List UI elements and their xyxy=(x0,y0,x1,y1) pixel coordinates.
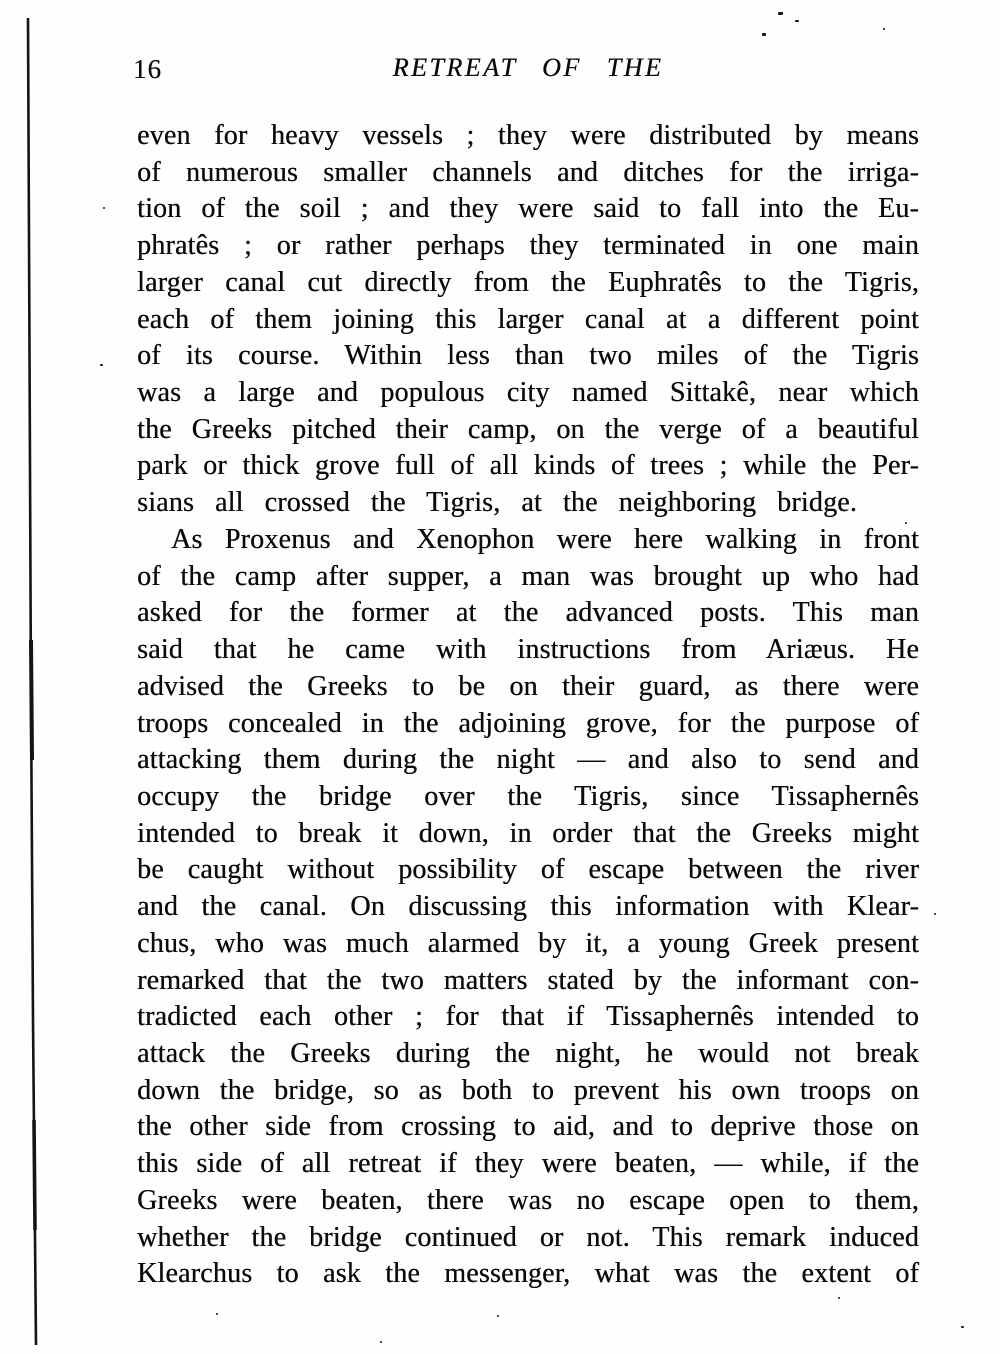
scan-speck xyxy=(883,28,885,30)
text-line: of the camp after supper, a man was brought up who had xyxy=(137,560,919,592)
scan-speck xyxy=(497,1315,499,1317)
text-line: said that he came with instructions from Ariæus. He xyxy=(137,634,919,666)
text-line: of numerous smaller channels and ditches for the irriga- xyxy=(137,156,919,188)
text-line: asked for the former at the advanced posts. This man xyxy=(137,597,919,629)
scan-speck xyxy=(838,1297,840,1299)
text-line: As Proxenus and Xenophon were here walking in front xyxy=(171,523,919,555)
text-line: sians all crossed the Tigris, at the neighboring bridge. xyxy=(137,487,857,519)
text-line: Greeks were beaten, there was no escape open to them, xyxy=(137,1184,919,1216)
scan-speck xyxy=(380,1341,382,1343)
text-line: chus, who was much alarmed by it, a young Greek present xyxy=(137,927,919,959)
body-text xyxy=(137,118,919,1293)
scan-speck xyxy=(961,1326,964,1328)
scan-speck xyxy=(795,20,799,22)
text-line: tion of the soil ; and they were said to fall into the Eu- xyxy=(137,193,919,225)
text-line: each of them joining this larger canal at a different point xyxy=(137,303,919,335)
text-line: whether the bridge continued or not. This remark induced xyxy=(137,1221,919,1253)
text-line: was a large and populous city named Sittakê, near which xyxy=(137,377,919,409)
text-line: attack the Greeks during the night, he would not break xyxy=(137,1037,919,1069)
scan-speck xyxy=(762,33,766,36)
text-line: tradicted each other ; for that if Tissaphernês intended to xyxy=(137,1001,919,1033)
text-line: down the bridge, so as both to prevent his own troops on xyxy=(137,1074,919,1106)
page-number: 16 xyxy=(133,54,162,84)
text-line: be caught without possibility of escape between the river xyxy=(137,854,919,886)
text-line: park or thick grove full of all kinds of trees ; while the Per- xyxy=(137,450,919,482)
text-line: of its course. Within less than two miles of the Tigris xyxy=(137,340,919,372)
scan-speck xyxy=(216,1313,218,1315)
scan-speck xyxy=(934,913,936,915)
text-line: even for heavy vessels ; they were distributed by means xyxy=(137,120,919,151)
text-line: attacking them during the night — and also to send and xyxy=(137,744,919,776)
text-line: the other side from crossing to aid, and to deprive those on xyxy=(137,1111,919,1143)
text-line: the Greeks pitched their camp, on the verge of a beautiful xyxy=(137,413,919,445)
scan-speck xyxy=(778,12,783,15)
text-line: larger canal cut directly from the Euphratês to the Tigris, xyxy=(137,266,919,298)
scan-speck xyxy=(103,207,105,209)
text-line: occupy the bridge over the Tigris, since Tissaphernês xyxy=(137,780,919,812)
text-line: phratês ; or rather perhaps they terminated in one main xyxy=(137,230,919,262)
text-line: advised the Greeks to be on their guard, as there were xyxy=(137,670,919,702)
text-line: Klearchus to ask the messenger, what was the extent of xyxy=(137,1258,919,1290)
text-line: troops concealed in the adjoining grove, for the purpose of xyxy=(137,707,919,739)
text-line: and the canal. On discussing this information with Klear- xyxy=(137,891,919,923)
text-line: this side of all retreat if they were beaten, — while, if the xyxy=(137,1148,919,1180)
text-line: intended to break it down, in order that the Greeks might xyxy=(137,817,919,849)
scan-speck xyxy=(905,522,907,524)
text-line: remarked that the two matters stated by the informant con- xyxy=(137,964,919,996)
scan-speck xyxy=(100,364,103,366)
running-header: RETREAT OF THE xyxy=(392,53,664,82)
